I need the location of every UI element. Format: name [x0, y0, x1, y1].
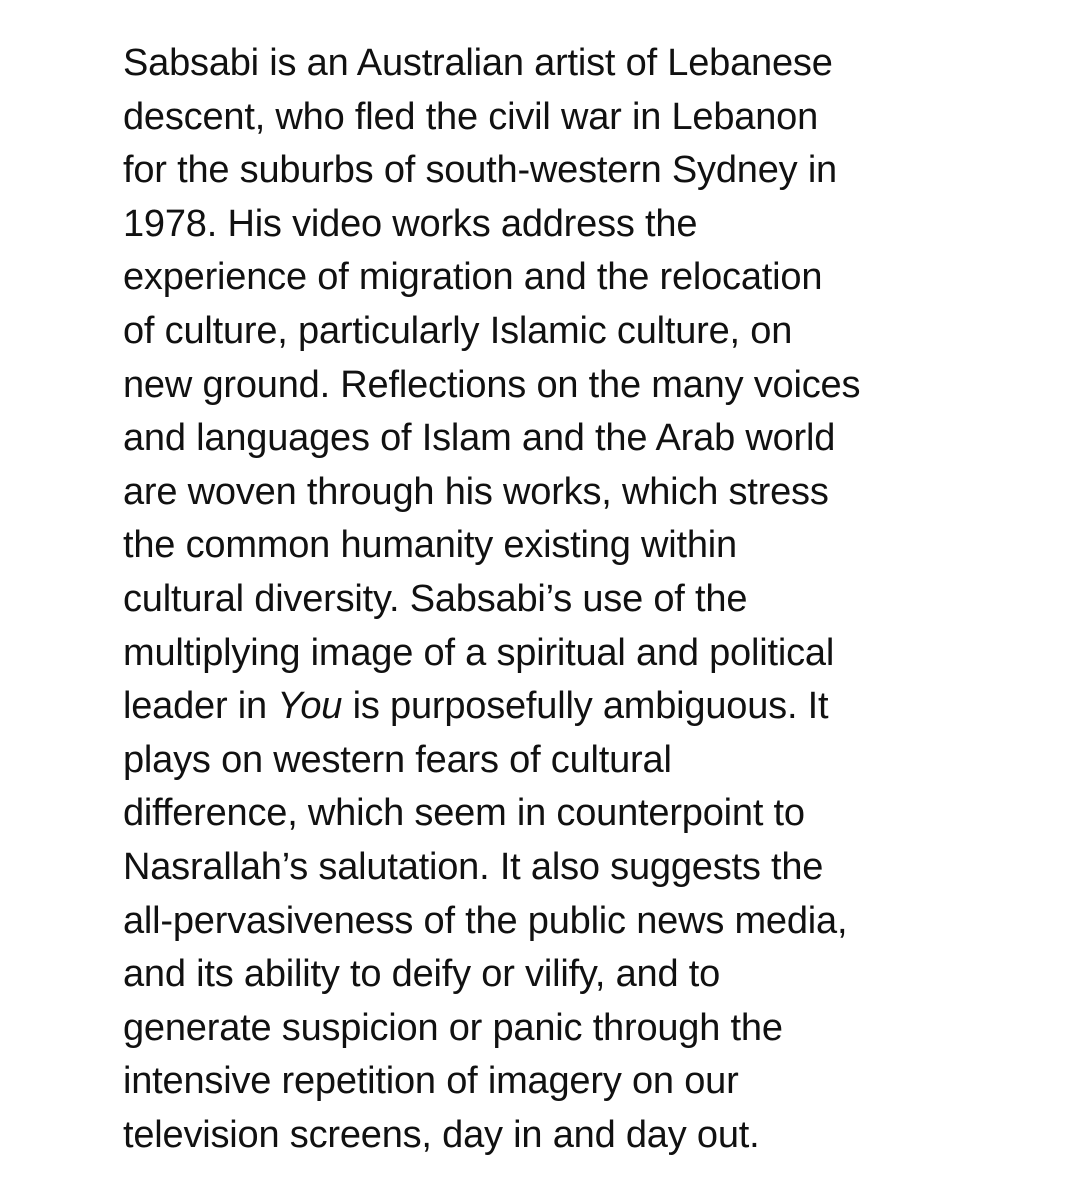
- text-line: [123, 680, 1023, 734]
- text-line: Sabsabi is an Australian artist of Lebanese: [123, 42, 833, 84]
- text-segment: is purposefully ambiguous. It: [342, 685, 829, 728]
- text-line: for the suburbs of south-western Sydney in: [123, 149, 837, 192]
- text-line: multiplying image of a spiritual and political: [123, 631, 835, 674]
- text-line: experience of migration and the relocation: [123, 256, 823, 299]
- text-line: and its ability to deify or vilify, and to: [123, 953, 721, 996]
- artist-statement-paragraph: [123, 37, 1023, 1162]
- text-line: generate suspicion or panic through the: [123, 1006, 783, 1049]
- text-line: and languages of Islam and the Arab world: [123, 417, 836, 460]
- text-line: all-pervasiveness of the public news media,: [123, 899, 848, 942]
- text-line: the common humanity existing within: [123, 524, 737, 567]
- text-line: new ground. Reflections on the many voices: [123, 363, 861, 406]
- text-line: cultural diversity. Sabsabi’s use of the: [123, 577, 748, 620]
- artwork-title: You: [277, 685, 343, 728]
- text-segment: leader in: [123, 685, 278, 728]
- text-line: difference, which seem in counterpoint to: [123, 792, 805, 835]
- text-line: plays on western fears of cultural: [123, 738, 672, 781]
- text-line: descent, who fled the civil war in Lebanon: [123, 95, 819, 138]
- text-line: intensive repetition of imagery on our: [123, 1060, 739, 1103]
- text-line: 1978. His video works address the: [123, 202, 698, 245]
- text-line: television screens, day in and day out.: [123, 1113, 760, 1156]
- text-line: are woven through his works, which stress: [123, 470, 829, 513]
- text-line: of culture, particularly Islamic culture, on: [123, 309, 793, 352]
- text-line: Nasrallah’s salutation. It also suggests the: [123, 845, 824, 888]
